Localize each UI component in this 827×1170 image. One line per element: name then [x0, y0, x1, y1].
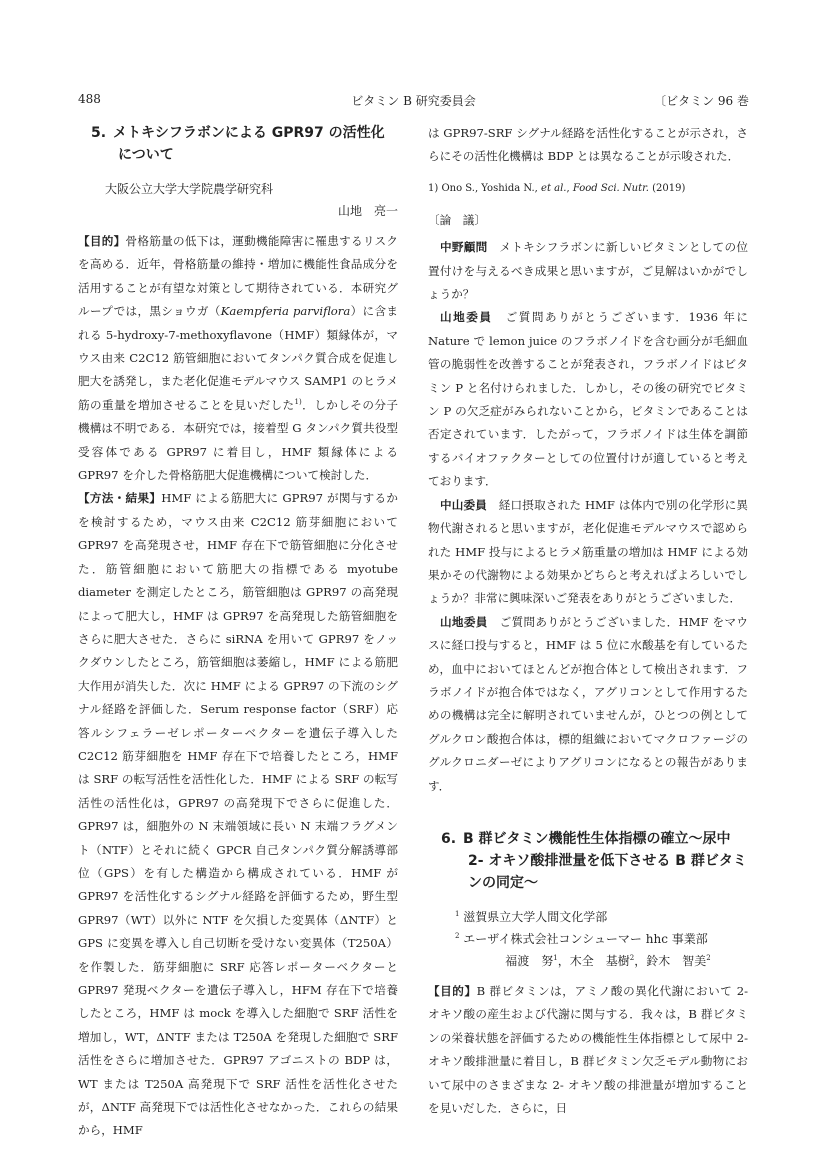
- discussion-text: ご質問ありがとうございます．1936 年に Nature で lemon juice のフラボノイドを含む画分が毛細血管の脆弱性を改善することが発表され，フラボノイドはビタミン P と名付けられました．しかし，その後の研究でビタミン P の欠乏症がみられないことから，ビタミンであることは否定されています．したがって，フラボノイドは生体を調節するバイオファクターとしての位置付けが適していると考えております．: [428, 310, 748, 489]
- species-name: Kaempferia parviflora: [220, 304, 351, 319]
- author: 山地 亮一: [337, 204, 398, 218]
- purpose-text-3: ．しかしその分子機構は不明である．本研究では，接着型 G タンパク質共役型受容体である GPR97 に着目し，HMF 類縁体による GPR97 を介した骨格筋肥大促進機構について検討した．: [78, 397, 398, 483]
- purpose-paragraph: [428, 980, 748, 1120]
- purpose-text-2: ）に含まれる 5-hydroxy-7-methoxyflavone（HMF）類縁体が，マウス由来 C2C12 筋管細胞においてタンパク質合成を促進し肥大を誘発し，また老化促進モデルマウス SAMP1 のヒラメ筋の重量を増加させることを見いだした: [78, 304, 398, 412]
- discussion-heading: 〔論 議〕: [428, 212, 486, 227]
- author-name: 木全 基樹: [569, 953, 630, 968]
- reference-authors: 1) Ono S., Yoshida N.,: [428, 182, 542, 194]
- speaker-name: 中山委員: [440, 497, 488, 512]
- affiliation-1: [455, 906, 748, 928]
- author-separator: ，: [634, 953, 647, 968]
- discussion-text: ご質問ありがとうございました．HMF をマウスに経口投与すると，HMF は 5 位に水酸基を有しているため，血中においてほとんどが抱合体として検出されます．フラボノイドが抱合体ではなく，アグリコンとして作用するための機構は完全に解明されていませんが，ひとつの例としてグルクロン酸抱合体は，標的組織においてマクロファージのグルクロニダーゼによりアグリコンになるとの報告があります．: [428, 614, 748, 793]
- purpose-label: 【目的】: [428, 983, 477, 998]
- reference-marker: 1): [294, 397, 302, 406]
- author-marker: 1: [553, 953, 558, 962]
- author-marker: 2: [706, 953, 711, 962]
- speaker-name: 山地委員: [440, 310, 493, 325]
- affiliation-2: [455, 928, 748, 950]
- reference-sep: ,: [566, 182, 573, 194]
- page-header: [78, 92, 749, 110]
- reference-journal: Food Sci. Nutr.: [572, 182, 649, 194]
- running-title: ビタミン B 研究委員会: [351, 94, 476, 108]
- section-5-title: [78, 122, 398, 166]
- volume-label: 〔ビタミン 96 巻: [654, 94, 749, 108]
- methods-text: HMF による筋肥大に GPR97 が関与するかを検討するため，マウス由来 C2C12 筋芽細胞において GPR97 を高発現させ，HMF 存在下で筋管細胞に分化させた．筋管細胞において筋肥大の指標である myotube diameter を測定したところ，筋管細胞は GPR97 の高発現によって肥大し，HMF は GPR97 を高発現した筋管細胞をさらに肥大させた．さらに siRNA を用いて GPR97 をノックダウンしたところ，筋管細胞は萎縮し，HMF による筋肥大作用が消失した．次に HMF による GPR97 の下流のシグナル経路を評価した．Serum response factor（SRF）応答ルシフェラーゼレポーターベクターを遺伝子導入した C2C12 筋芽細胞を HMF 存在下で培養したところ，HMF は SRF の転写活性を活性化した．HMF による SRF の転写活性の活性化は，GPR97 の高発現下でさらに促進した．GPR97 は，細胞外の N 末端領域に長い N 末端フラグメント（NTF）とそれに続く GPCR 自己タンパク質分解誘導部位（GPS）を有した構造から構成されている．HMF が GPR97 を活性化するシグナル経路を評価するため，野生型 GPR97（WT）以外に NTF を欠損した変異体（ΔNTF）と GPS に変異を導入し自己切断を受けない変異体（T250A）を作製した．筋芽細胞に SRF 応答レポーターベクターと GPR97 発現ベクターを遺伝子導入し，HFM 存在下で培養したところ，HMF は mock を導入した細胞で SRF 活性を増加し，WT，ΔNTF または T250A を発現した細胞で SRF 活性をさらに増加させた．GPR97 アゴニストの BDP は，WT または T250A 高発現下で SRF 活性を活性化させたが，ΔNTF 高発現下では活性化させなかった．これらの結果から，HMF: [78, 491, 398, 1138]
- purpose-text-1: 骨格筋量の低下は，運動機能障害に罹患するリスクを高める．近年，骨格筋量の維持・増加に機能性食品成分を活用することが有望な対策として期待されている．本研究グループでは，黒ショウガ（: [78, 234, 398, 319]
- section-number: 6.: [441, 830, 457, 847]
- section-number: 5.: [91, 125, 107, 141]
- methods-label: 【方法・結果】: [78, 491, 162, 506]
- affiliation-text: エーザイ株式会社コンシューマー hhc 事業部: [463, 931, 708, 946]
- author-marker: 2: [629, 953, 635, 962]
- author-name: 福渡 努: [505, 953, 554, 968]
- left-column: [78, 122, 398, 1143]
- right-column: [428, 122, 748, 1120]
- affiliation-text: 滋賀県立大学人間文化学部: [463, 909, 608, 924]
- reference-etal: et al.: [541, 182, 567, 194]
- section-title-text: B 群ビタミン機能性生体指標の確立〜尿中 2- オキソ酸排泄量を低下させる B 群ビタミンの同定〜: [463, 830, 747, 891]
- affiliation-marker: 1: [455, 909, 460, 918]
- discussion-entry: [428, 236, 748, 306]
- purpose-label: 【目的】: [78, 234, 126, 248]
- discussion-entry: [428, 494, 748, 611]
- reference: [428, 181, 748, 197]
- methods-continued: は GPR97-SRF シグナル経路を活性化することが示され，さらにその活性化機構は BDP とは異なることが示唆された．: [428, 126, 748, 164]
- affiliation-marker: 2: [455, 931, 460, 940]
- speaker-name: 中野顧問: [440, 240, 488, 255]
- methods-paragraph: [78, 487, 398, 1142]
- author-name: 鈴木 智美: [646, 953, 707, 968]
- discussion-entry: [428, 306, 748, 493]
- discussion-entry: [428, 611, 748, 798]
- section-6-title: [428, 828, 748, 894]
- authors: [428, 950, 748, 972]
- reference-year: (2019): [648, 182, 686, 194]
- section-title-text: メトキシフラボンによる GPR97 の活性化について: [113, 125, 385, 163]
- author-separator: ，: [557, 953, 570, 968]
- discussion-text: 経口摂取された HMF は体内で別の化学形に異物代謝されると思いますが，老化促進モデルマウスで認められた HMF 投与によるヒラメ筋重量の増加は HMF による効果かその代謝物による効果かどちらと考えればよろしいでしょうか？非常に興味深いご発表をありがとうございました．: [428, 497, 748, 606]
- purpose-text: B 群ビタミンは，アミノ酸の異化代謝において 2- オキソ酸の産生および代謝に関与する．我々は，B 群ビタミンの栄養状態を評価するための機能性生体指標として尿中 2- オキソ酸排泄量に着目し，B 群ビタミン欠乏モデル動物において尿中のさまざまな 2- オキソ酸の排泄量が増加することを見いだした．さらに，日: [428, 983, 748, 1115]
- discussion-text: メトキシフラボンに新しいビタミンとしての位置付けを与えるべき成果と思いますが，ご見解はいかがでしょうか？: [428, 240, 748, 302]
- affiliation: 大阪公立大学大学院農学研究科: [105, 182, 274, 196]
- purpose-paragraph: [78, 230, 398, 487]
- page-number: 488: [78, 92, 101, 106]
- speaker-name: 山地委員: [440, 614, 488, 629]
